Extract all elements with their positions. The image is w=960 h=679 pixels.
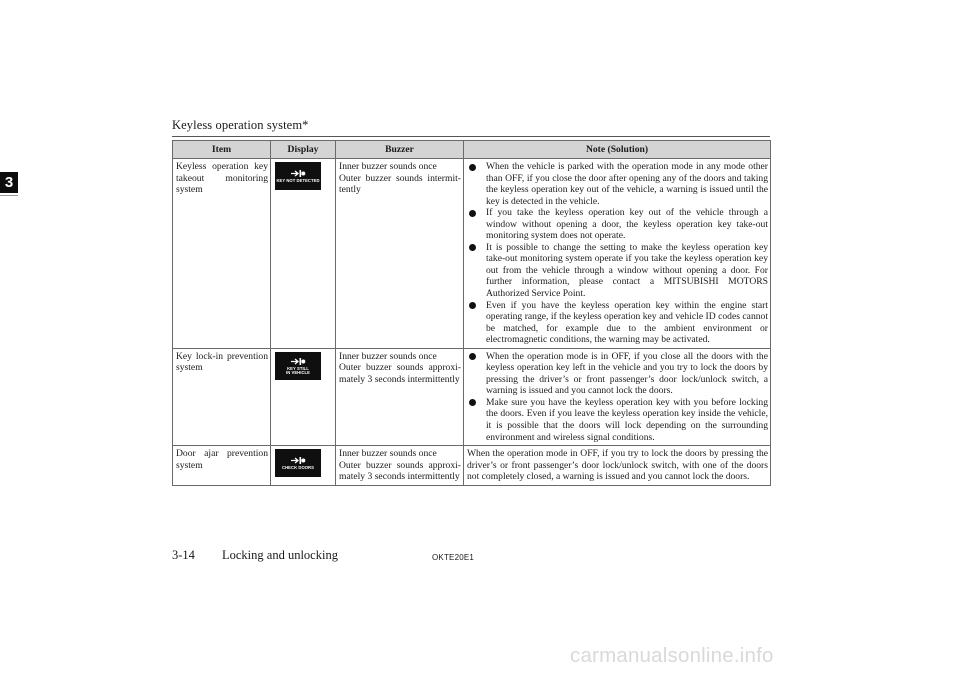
key-arrow-icon xyxy=(290,169,306,178)
table-row xyxy=(173,348,771,445)
buzzer-cell xyxy=(336,348,464,445)
buzzer-cell xyxy=(336,159,464,349)
table-row xyxy=(173,159,771,349)
display-cell xyxy=(271,446,336,486)
buzzer-cell xyxy=(336,446,464,486)
display-warning-tile xyxy=(275,162,321,190)
column-header-note: Note (Solution) xyxy=(464,141,771,159)
column-header-item: Item xyxy=(173,141,271,159)
document-code: OKTE20E1 xyxy=(432,553,475,562)
watermark: carmanualsonline.info xyxy=(570,644,774,667)
key-arrow-icon xyxy=(290,357,306,366)
buzzer-text: Inner buzzer sounds once Outer buzzer sounds approximately 3 seconds intermittently xyxy=(339,350,461,385)
display-warning-tile xyxy=(275,352,321,380)
table-header-row xyxy=(173,141,771,159)
note-bullet: If you take the keyless operation key out of the vehicle through a window without opening a door, the keyless operation key take-out monitoring system does not operate. xyxy=(467,207,768,242)
header-divider xyxy=(172,136,770,137)
table-row xyxy=(173,446,771,486)
note-cell xyxy=(464,348,771,445)
display-message: KEY NOT DETECTED xyxy=(276,178,320,184)
chapter-tab: 3 xyxy=(0,172,18,193)
section-title: Locking and unlocking xyxy=(222,548,338,562)
display-cell xyxy=(271,159,336,349)
buzzer-text: Inner buzzer sounds once Outer buzzer sounds approximately 3 seconds intermittently xyxy=(339,448,461,483)
key-arrow-icon xyxy=(290,456,306,465)
item-cell: Key lock-in prevention system xyxy=(173,348,271,445)
page-number: 3-14 xyxy=(172,548,195,562)
note-cell xyxy=(464,159,771,349)
chapter-tab-divider xyxy=(0,195,18,196)
item-cell: Door ajar prevention system xyxy=(173,446,271,486)
column-header-buzzer: Buzzer xyxy=(336,141,464,159)
display-cell xyxy=(271,348,336,445)
note-bullet: When the operation mode is in OFF, if you close all the doors with the keyless operation key left in the vehicle and you try to lock the doors by pressing the driver’s or front passenger’s door lock/unlock switch, a warning is issued and you cannot lock the doors. xyxy=(467,351,768,397)
note-bullet: Even if you have the keyless operation key within the engine start operating range, if the keyless operation key and vehicle ID codes cannot be matched, for example due to the ambient environment or electromagnetic conditions, the warning may be activated. xyxy=(467,300,768,346)
note-bullet: Make sure you have the keyless operation key with you before locking the doors. Even if you leave the keyless operation key inside the vehicle, it is possible that the doors will lock depending on the surrounding environment and wireless signal conditions. xyxy=(467,397,768,443)
note-cell: When the operation mode in OFF, if you try to lock the doors by pressing the driver’s or front passenger’s door lock/unlock switch, with one of the doors not completely closed, a warning is issued and you cannot lock the doors. xyxy=(464,446,771,486)
page-header-title: Keyless operation system* xyxy=(172,118,309,132)
display-warning-tile xyxy=(275,449,321,477)
note-bullet: When the vehicle is parked with the operation mode in any mode other than OFF, if you close the door after opening any of the doors and taking the keyless operation key out of the vehicle, a warning is issued until the key is detected in the vehicle. xyxy=(467,161,768,207)
buzzer-text: Inner buzzer sounds once Outer buzzer sounds intermittently xyxy=(339,161,461,196)
display-message: CHECK DOORS xyxy=(282,465,314,471)
display-message: KEY STILL IN VEHICLE xyxy=(286,365,310,376)
warning-system-table xyxy=(172,140,771,486)
note-bullet: It is possible to change the setting to make the keyless operation key take-out monitoring system operate if you take the keyless operation key out from the vehicle through a window without opening a door. For further information, please contact a MITSUBISHI MOTORS Authorized Service Point. xyxy=(467,242,768,300)
item-cell: Keyless operation key takeout monitoring system xyxy=(173,159,271,349)
column-header-display: Display xyxy=(271,141,336,159)
